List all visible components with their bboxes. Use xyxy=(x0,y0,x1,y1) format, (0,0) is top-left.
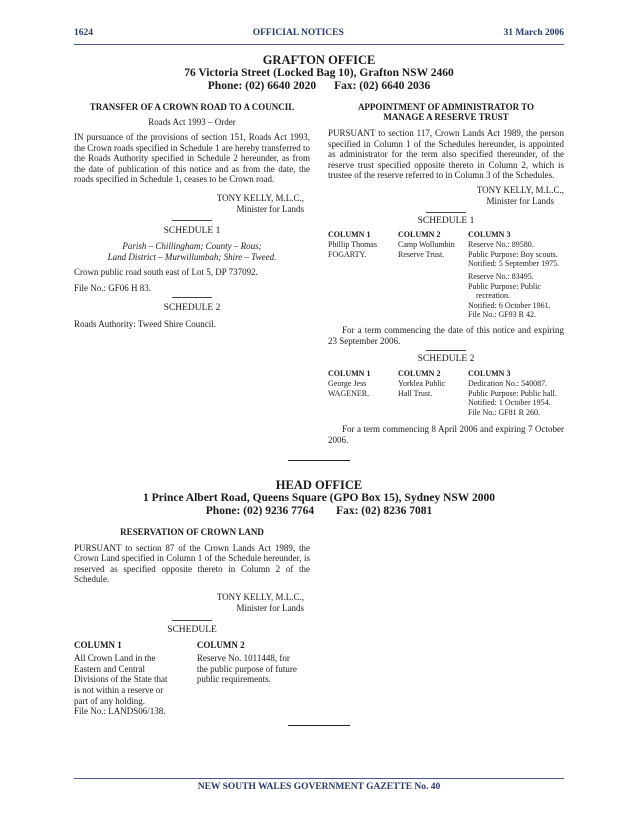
head-fax: Fax: (02) 8236 7081 xyxy=(336,504,433,517)
cell-line: File No.: LANDS06/138. xyxy=(74,706,166,717)
schedule-1-file-no: File No.: GF06 H 83. xyxy=(74,283,152,294)
head-office-contact xyxy=(74,505,564,518)
transfer-schedule-1-title: SCHEDULE 1 xyxy=(163,226,221,237)
header-date: 31 March 2006 xyxy=(503,28,564,38)
head-office-block xyxy=(74,479,564,518)
table-cell xyxy=(468,240,564,320)
column-header: COLUMN 2 xyxy=(398,230,441,240)
appointment-schedule-1-table xyxy=(328,230,564,320)
cell-line: Reserve Trust. xyxy=(398,249,445,259)
cell-line: Notified: 6 October 1961. xyxy=(468,300,551,310)
cell-line: public requirements. xyxy=(196,674,271,685)
cell-line: Notified: 1 October 1954. xyxy=(468,398,551,408)
reservation-column-1 xyxy=(74,640,197,717)
schedule-1-location-line-2: Land District – Murwillumbah; Shire – Tweed. xyxy=(107,252,277,263)
schedule-1-location-line-1: Parish – Chillingham; County – Rous; xyxy=(122,241,262,252)
cell-line: Yorklea Public xyxy=(398,379,446,389)
appointment-body: PURSUANT to section 117, Crown Lands Act 1989, the person specified in Column 1 of the Schedules hereunder, is appointed as administrator for the term also specified thereunder, of the reserve trust specified opposite thereto in Column 2, which is trustee of the reserve referred to in Column 3 of the Schedules. xyxy=(328,128,564,181)
separator xyxy=(172,220,212,221)
signatory-title: Minister for Lands xyxy=(236,602,304,613)
signatory-name: TONY KELLY, M.L.C., xyxy=(216,592,304,603)
cell-line: All Crown Land in the xyxy=(74,653,156,664)
grafton-office-name: GRAFTON OFFICE xyxy=(262,53,376,67)
signatory-name: TONY KELLY, M.L.C., xyxy=(476,184,564,195)
cell-line: is not within a reserve or xyxy=(74,685,164,695)
signatory-name: TONY KELLY, M.L.C., xyxy=(216,192,304,203)
appointment-signatory xyxy=(328,185,564,206)
cell-line: Divisions of the State that xyxy=(74,674,168,685)
gazette-page xyxy=(74,28,564,726)
signatory-title: Minister for Lands xyxy=(486,195,554,206)
footer-rule xyxy=(74,778,564,779)
appointment-title-line-1: APPOINTMENT OF ADMINISTRATOR TO xyxy=(357,102,535,112)
header-title: OFFICIAL NOTICES xyxy=(252,28,344,38)
column-header: COLUMN 1 xyxy=(74,640,122,651)
section-separator xyxy=(288,725,350,726)
column-2-text xyxy=(197,653,310,685)
transfer-act: Roads Act 1993 – Order xyxy=(148,117,236,127)
appointment-notice xyxy=(328,102,564,446)
schedule-1-description: Crown public road south east of Lot 5, DP 737092. xyxy=(74,267,258,278)
appointment-schedule-2-title: SCHEDULE 2 xyxy=(417,354,475,365)
transfer-notice xyxy=(74,102,310,446)
column-header: COLUMN 3 xyxy=(468,369,511,379)
table-cell xyxy=(328,240,398,320)
reservation-body: PURSUANT to section 87 of the Crown Lands Act 1989, the Crown Land specified in Column 1 of the Schedule hereunder, is reserved as specified opposite thereto in Column 2 of the Schedule. xyxy=(74,542,310,585)
cell-line: Phillip Thomas xyxy=(328,240,377,250)
column-header: COLUMN 1 xyxy=(328,369,371,379)
cell-line: Hall Trust. xyxy=(398,388,433,398)
grafton-fax: Fax: (02) 6640 2036 xyxy=(334,80,431,92)
schedule-2-term: For a term commencing 8 April 2006 and expiring 7 October 2006. xyxy=(328,424,564,446)
reservation-notice xyxy=(74,527,310,717)
appointment-title-line-2: MANAGE A RESERVE TRUST xyxy=(383,112,509,122)
table-cell xyxy=(398,379,468,417)
transfer-signatory xyxy=(74,193,310,214)
reservation-schedule-table xyxy=(74,640,310,717)
cell-line: Reserve No. 1011448, for xyxy=(196,653,290,664)
table-cell xyxy=(398,240,468,320)
separator xyxy=(172,297,212,298)
signatory-title: Minister for Lands xyxy=(236,203,304,214)
appointment-schedule-2-table xyxy=(328,369,564,417)
schedule-2-description: Roads Authority: Tweed Shire Council. xyxy=(74,319,216,330)
separator xyxy=(426,212,466,213)
cell-line: WAGENER. xyxy=(328,388,370,398)
cell-line: Reserve No.: 89580. xyxy=(468,240,534,250)
cell-line: Dedication No.: 540087. xyxy=(468,379,548,389)
table-row xyxy=(328,379,564,417)
head-office-name: HEAD OFFICE xyxy=(275,477,363,492)
table-cell xyxy=(328,379,398,417)
reservation-signatory xyxy=(74,592,310,613)
table-cell xyxy=(468,379,564,417)
reservation-column-2 xyxy=(197,640,310,717)
cell-line: File No.: GF93 R 42. xyxy=(468,310,537,320)
grafton-notices xyxy=(74,102,564,446)
separator xyxy=(426,350,466,351)
grafton-phone: Phone: (02) 6640 2020 xyxy=(207,80,317,92)
header-rule xyxy=(74,44,564,45)
column-header: COLUMN 1 xyxy=(328,230,371,240)
running-header xyxy=(74,28,564,42)
cell-line: Eastern and Central xyxy=(74,663,145,674)
cell-line: recreation. xyxy=(476,291,510,301)
page-footer xyxy=(74,778,564,792)
cell-line: Notified: 5 September 1975. xyxy=(468,259,560,269)
column-1-text xyxy=(74,653,197,717)
section-separator xyxy=(288,460,350,461)
table-header-row xyxy=(328,230,564,240)
cell-line: Public Purpose: Public hall. xyxy=(468,388,557,398)
cell-line: Reserve No.: 83495. xyxy=(468,271,534,281)
schedule-1-term: For a term commencing the date of this notice and expiring 23 September 2006. xyxy=(328,324,564,346)
transfer-title: TRANSFER OF A CROWN ROAD TO A COUNCIL xyxy=(89,102,295,112)
cell-line: Public Purpose: Public xyxy=(468,281,541,291)
column-header: COLUMN 3 xyxy=(468,230,511,240)
footer-title: NEW SOUTH WALES GOVERNMENT GAZETTE No. 40 xyxy=(197,782,441,792)
grafton-office-contact xyxy=(74,80,564,93)
column-header: COLUMN 2 xyxy=(398,369,441,379)
appointment-schedule-1-title: SCHEDULE 1 xyxy=(417,216,475,227)
cell-line: George Jess xyxy=(328,379,367,389)
cell-line: File No.: GF81 R 260. xyxy=(468,407,541,417)
reservation-schedule-title: SCHEDULE xyxy=(167,625,217,636)
column-header: COLUMN 2 xyxy=(196,640,245,651)
cell-line: FOGARTY. xyxy=(328,249,367,259)
transfer-schedule-2-title: SCHEDULE 2 xyxy=(163,303,221,314)
table-header-row xyxy=(328,369,564,379)
head-phone: Phone: (02) 9236 7764 xyxy=(205,504,315,517)
cell-line: the public purpose of future xyxy=(196,663,297,674)
cell-line: Camp Wollumbin xyxy=(398,240,455,250)
cell-line: Public Purpose: Boy scouts. xyxy=(468,249,558,259)
transfer-body: IN pursuance of the provisions of section 151, Roads Act 1993, the Crown roads specified in Schedule 1 are hereby transferred to the Roads Authority specified in Schedule 2 hereunder, as from the date of publication of this notice and as from the date, the roads specified in Schedule 1, ceases to be Crown road. xyxy=(74,132,310,185)
separator xyxy=(172,620,212,621)
page-number: 1624 xyxy=(74,28,93,38)
table-row xyxy=(328,240,564,320)
reservation-title: RESERVATION OF CROWN LAND xyxy=(120,526,264,537)
grafton-office-address: 76 Victoria Street (Locked Bag 10), Grafton NSW 2460 xyxy=(184,67,454,79)
cell-line: part of any holding. xyxy=(74,695,145,706)
grafton-office-block xyxy=(74,54,564,93)
head-office-address: 1 Prince Albert Road, Queens Square (GPO Box 15), Sydney NSW 2000 xyxy=(143,491,495,504)
